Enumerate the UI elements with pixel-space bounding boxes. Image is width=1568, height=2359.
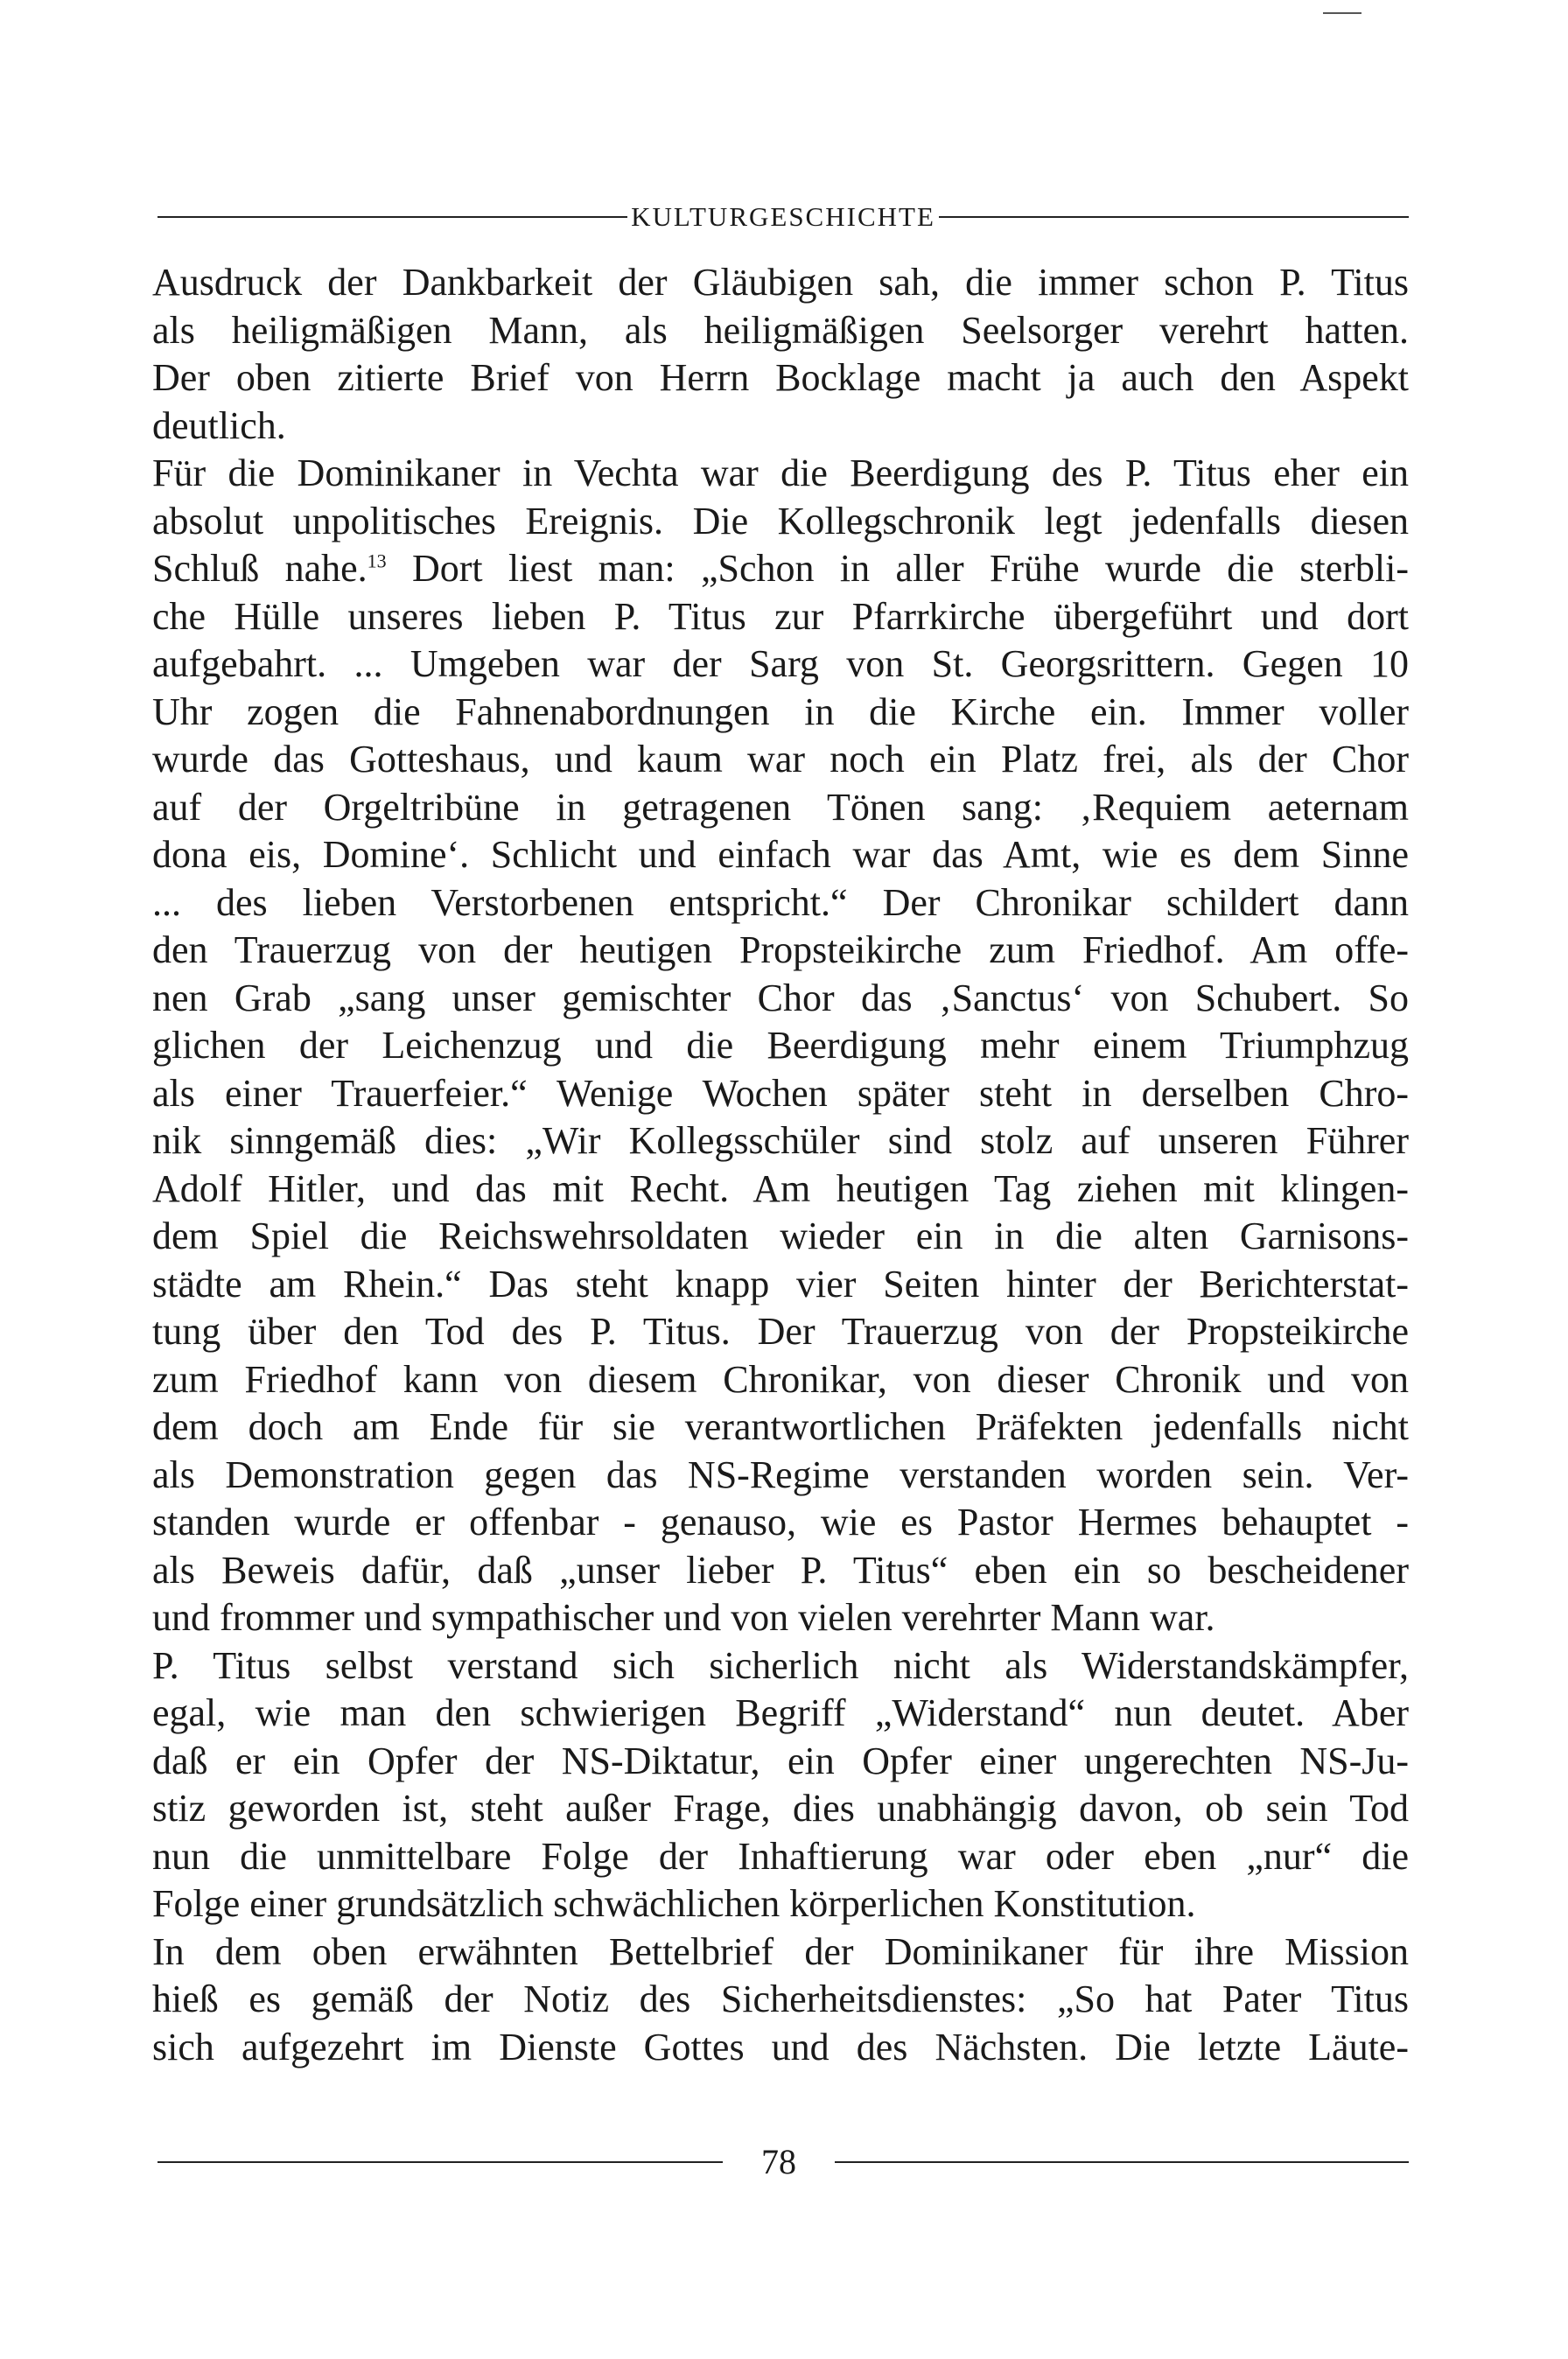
text-line: hieß es gemäß der Notiz des Sicherheitsdienstes: „So hat Pater Titus <box>152 1978 1409 2020</box>
text-line: als Demonstration gegen das NS-Regime verstanden worden sein. Ver- <box>152 1452 1409 1496</box>
text-line: dem Spiel die Reichswehrsoldaten wieder ein in die alten Garnisons- <box>152 1214 1409 1257</box>
text-line: daß er ein Opfer der NS-Diktatur, ein Opfer einer ungerechten NS-Ju- <box>152 1739 1409 1782</box>
text-line: standen wurde er offenbar - genauso, wie es Pastor Hermes behauptet - <box>152 1501 1409 1544</box>
text-line: zum Friedhof kann von diesem Chronikar, von dieser Chronik und von <box>152 1357 1409 1401</box>
text-segment: Schluß nahe. <box>152 547 368 590</box>
text-line: Uhr zogen die Fahnenabordnungen in die Kirche ein. Immer voller <box>152 690 1409 733</box>
page-footer <box>158 2140 1409 2184</box>
text-line: tung über den Tod des P. Titus. Der Trauerzug von der Propsteikirche <box>152 1310 1409 1353</box>
text-line: dona eis, Domine‘. Schlicht und einfach war das Amt, wie es dem Sinne <box>152 833 1409 876</box>
footer-rule-right <box>835 2161 1409 2163</box>
text-line: che Hülle unseres lieben P. Titus zur Pfarrkirche übergeführt und dort <box>152 594 1409 638</box>
text-line: Folge einer grundsätzlich schwächlichen körperlichen Konstitution. <box>152 1882 1196 1925</box>
text-line: dem doch am Ende für sie verantwortlichen Präfekten jedenfalls nicht <box>152 1405 1409 1448</box>
text-line: nen Grab „sang unser gemischter Chor das ‚Sanctus‘ von Schubert. So <box>152 976 1409 1019</box>
text-line: nun die unmittelbare Folge der Inhaftierung war oder eben „nur“ die <box>152 1834 1409 1878</box>
text-line: auf der Orgeltribüne in getragenen Tönen sang: ‚Requiem aeternam <box>152 785 1409 829</box>
text-line: nik sinngemäß dies: „Wir Kollegsschüler sind stolz auf unseren Führer <box>152 1119 1409 1162</box>
footer-rule-left <box>158 2161 723 2163</box>
text-line: sich aufgezehrt im Dienste Gottes und des Nächsten. Die letzte Läute- <box>152 2025 1409 2068</box>
text-line: aufgebahrt. ... Umgeben war der Sarg von St. Georgsrittern. Gegen 10 <box>152 642 1409 685</box>
text-line: egal, wie man den schwierigen Begriff „Widerstand“ nun deutet. Aber <box>152 1691 1409 1734</box>
page-number: 78 <box>761 2142 796 2181</box>
text-line: stiz geworden ist, steht außer Frage, dies unabhängig davon, ob sein Tod <box>152 1787 1409 1830</box>
text-line: und frommer und sympathischer und von vielen verehrter Mann war. <box>152 1596 1215 1639</box>
text-line: glichen der Leichenzug und die Beerdigung mehr einem Triumphzug <box>152 1024 1409 1067</box>
section-title: KULTURGESCHICHTE <box>631 201 935 232</box>
text-line: als einer Trauerfeier.“ Wenige Wochen später steht in derselben Chro- <box>152 1071 1409 1115</box>
text-line: den Trauerzug von der heutigen Propsteikirche zum Friedhof. Am offe- <box>152 928 1409 971</box>
text-line: Für die Dominikaner in Vechta war die Beerdigung des P. Titus eher ein <box>152 452 1409 494</box>
text-line: ... des lieben Verstorbenen entspricht.“ Der Chronikar schildert dann <box>152 880 1409 924</box>
footnote-marker: 13 <box>367 550 387 572</box>
corner-crop-mark <box>1323 12 1362 14</box>
text-line: P. Titus selbst verstand sich sicherlich nicht als Widerstandskämpfer, <box>152 1643 1409 1687</box>
header-rule-left <box>158 216 627 218</box>
text-line: städte am Rhein.“ Das steht knapp vier Seiten hinter der Berichterstat- <box>152 1262 1409 1306</box>
text-line: als Beweis dafür, daß „unser lieber P. Titus“ eben ein so bescheidener <box>152 1548 1409 1592</box>
text-line <box>152 545 1409 593</box>
body-text <box>152 259 1409 2071</box>
text-line: deutlich. <box>152 403 286 447</box>
running-header <box>158 200 1409 234</box>
text-line: wurde das Gotteshaus, und kaum war noch ein Platz frei, als der Chor <box>152 738 1409 780</box>
text-line: In dem oben erwähnten Bettelbrief der Dominikaner für ihre Mission <box>152 1929 1409 1973</box>
text-line: Der oben zitierte Brief von Herrn Bocklage macht ja auch den Aspekt <box>152 356 1409 399</box>
text-line: als heiligmäßigen Mann, als heiligmäßigen Seelsorger verehrt hatten. <box>152 308 1409 352</box>
text-line: absolut unpolitisches Ereignis. Die Kollegschronik legt jedenfalls diesen <box>152 499 1409 542</box>
text-segment: Dort liest man: „Schon in aller Frühe wurde die sterbli- <box>386 547 1409 590</box>
text-line: Ausdruck der Dankbarkeit der Gläubigen sah, die immer schon P. Titus <box>152 261 1409 304</box>
header-rule-right <box>939 216 1409 218</box>
text-line: Adolf Hitler, und das mit Recht. Am heutigen Tag ziehen mit klingen- <box>152 1166 1409 1210</box>
